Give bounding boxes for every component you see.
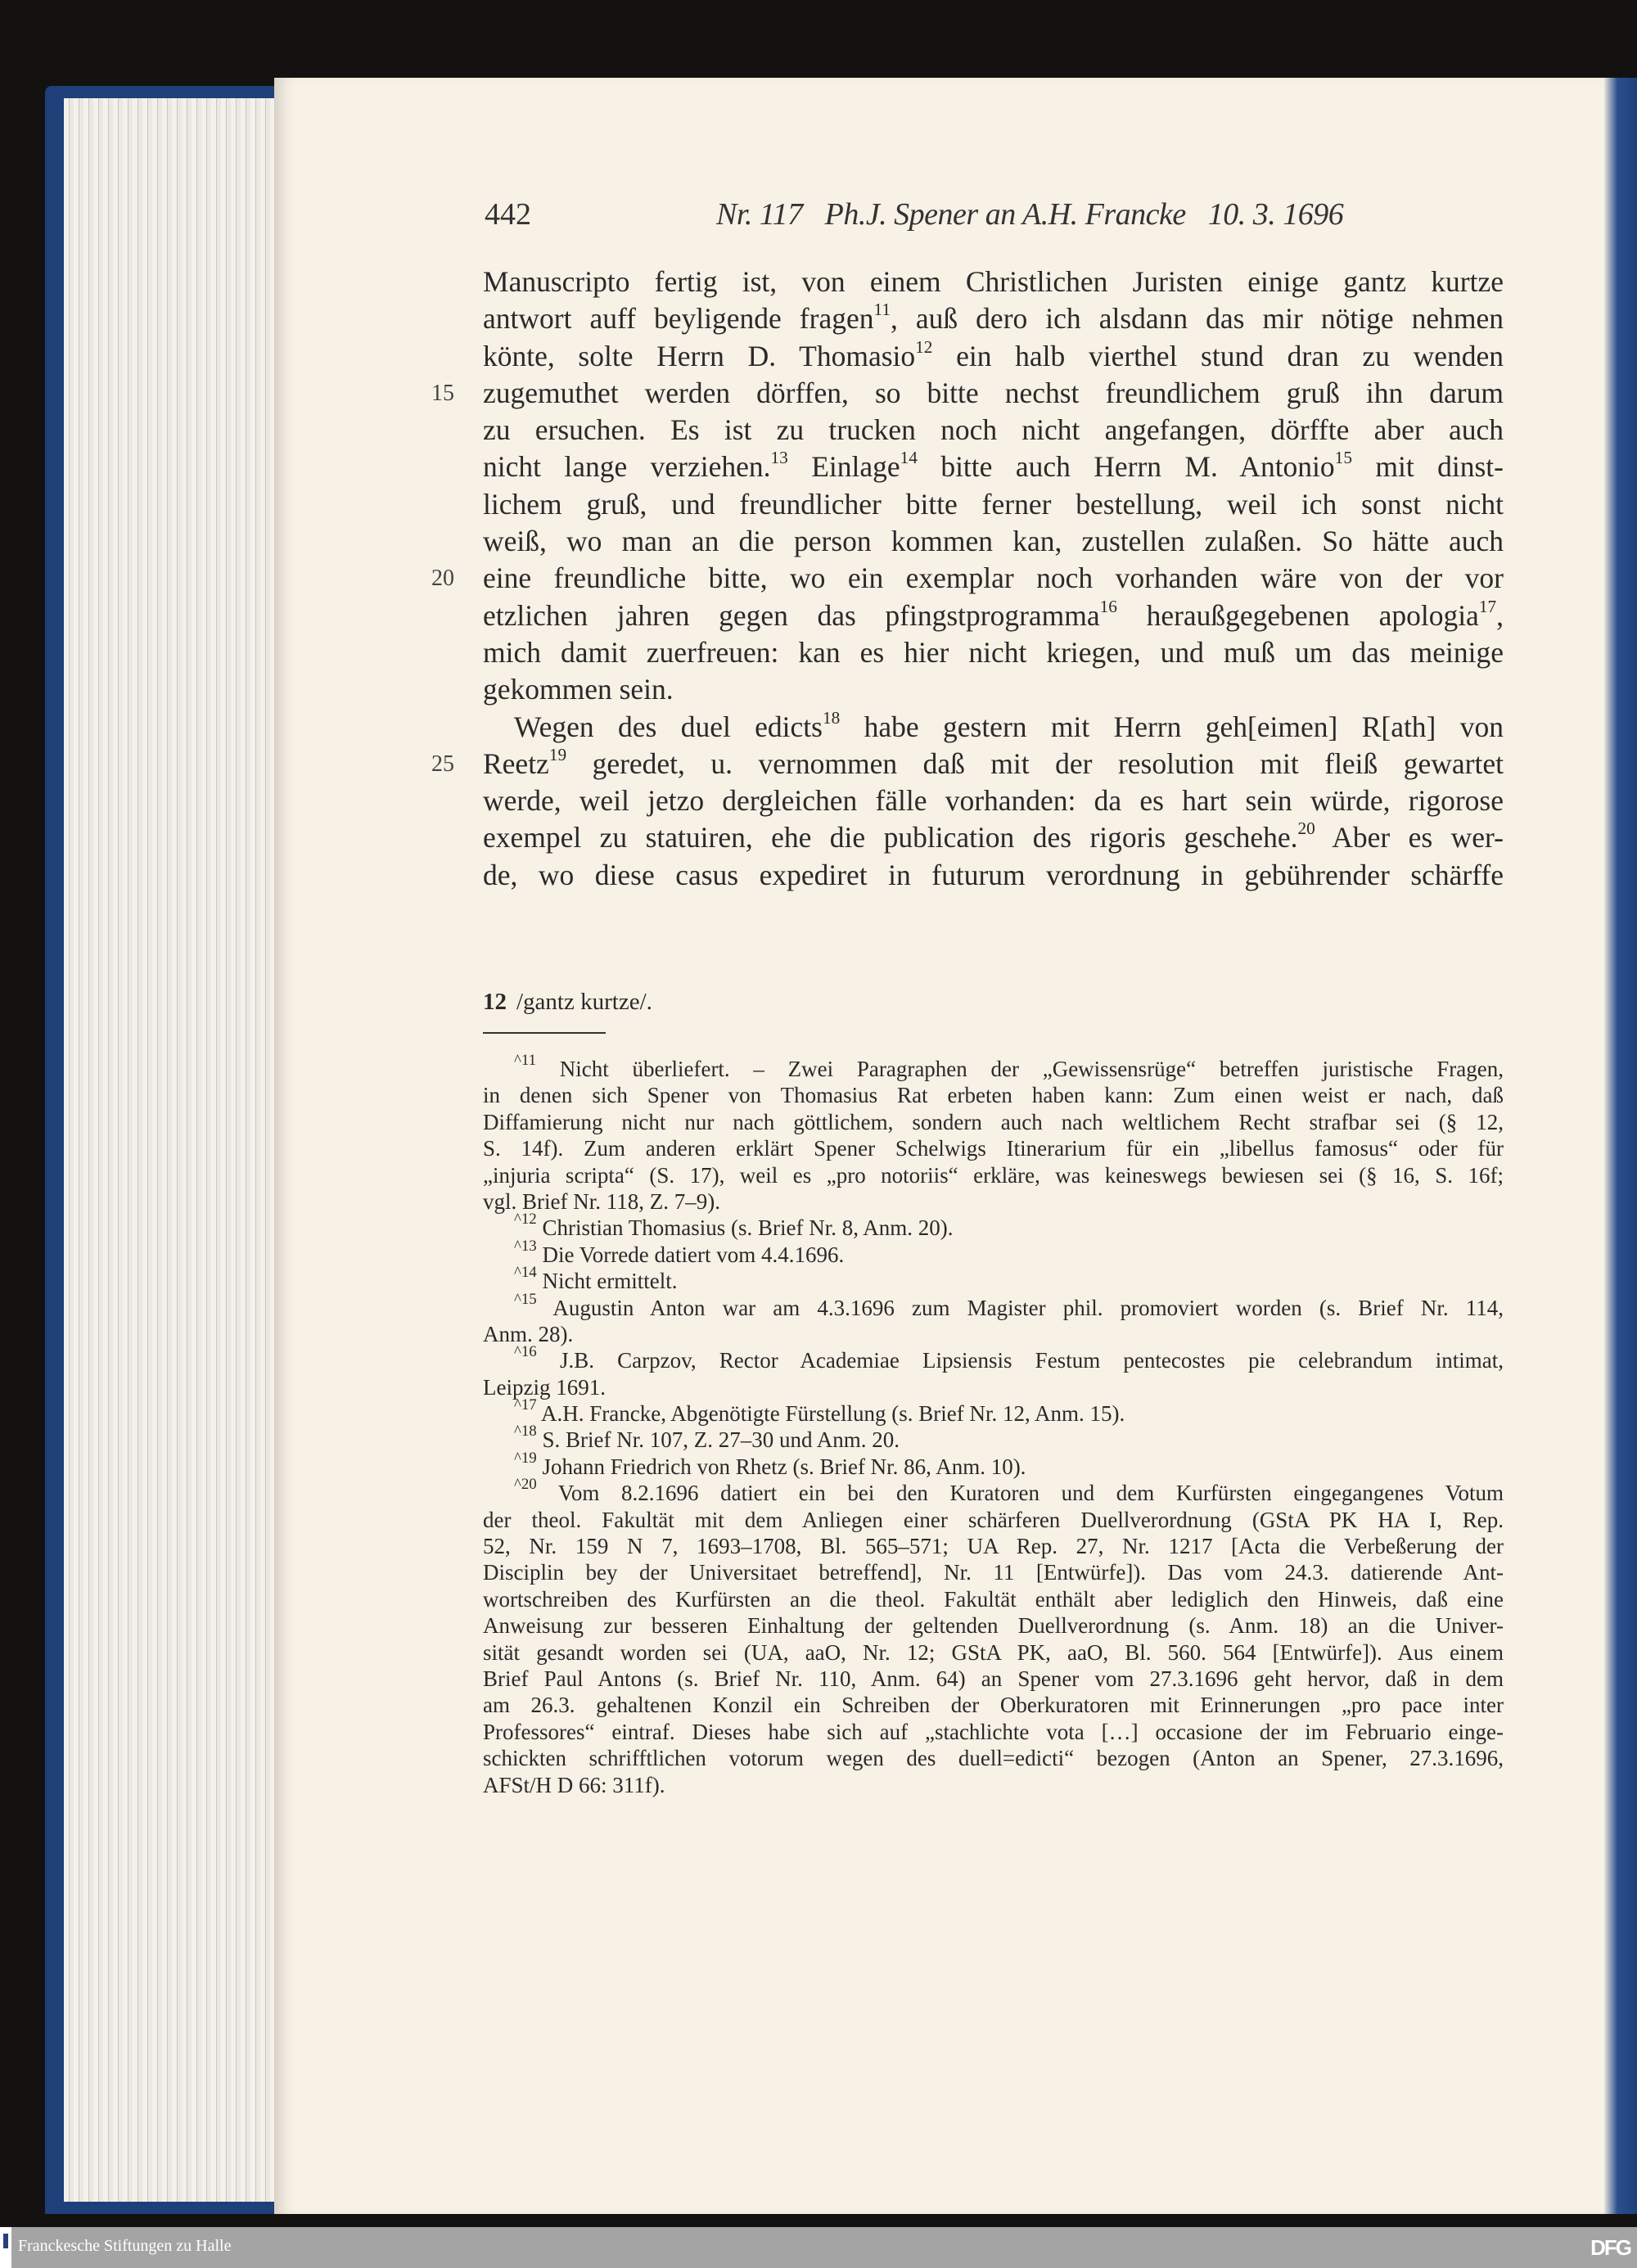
text-line-content: Manuscripto fertig ist, von einem Christlichen Juristen einige gantz kurtze	[483, 265, 1504, 298]
page-edges	[64, 98, 281, 2202]
footnote-ref[interactable]: 16	[1099, 596, 1117, 616]
text-line	[483, 338, 1504, 375]
text-line	[431, 560, 1504, 597]
footnote-ref[interactable]: ^11	[514, 1051, 537, 1069]
footnote-ref[interactable]: 14	[900, 448, 918, 468]
text-line-content: antwort auff beyligende fragen$^{11}$, auß dero ich alsdann das mir nötige nehmen	[483, 300, 1504, 336]
footnote-line: 52, Nr. 159 N 7, 1693–1708, Bl. 565–571; UA Rep. 27, Nr. 1217 [Acta die Verbeßerung der	[483, 1534, 1504, 1559]
footnote-line: der theol. Fakultät mit dem Anliegen einer schärferen Duellverordnung (GStA PK HA I, Rep.	[483, 1507, 1504, 1532]
apparatus-line-number: 12	[483, 989, 507, 1015]
footnote-line: $^{\^{}16}$ J.B. Carpzov, Rector Academiae Lipsiensis Festum pentecostes pie celebrandum intimat,	[514, 1343, 1504, 1373]
footnote-ref[interactable]: ^18	[514, 1423, 537, 1441]
text-line-content: werde, weil jetzo dergleichen fälle vorhanden: da es hart sein würde, rigorose	[483, 784, 1504, 818]
line-number: 15	[431, 380, 454, 406]
footnote-ref[interactable]: 15	[1334, 448, 1352, 468]
footnote-line: $^{\^{}20}$ Vom 8.2.1696 datiert ein bei den Kuratoren und dem Kurfürsten eingegangenes Votum	[514, 1476, 1504, 1506]
text-line	[483, 709, 1504, 746]
footnote-line: Professores“ eintraf. Dieses habe sich auf „stachlichte vota […] occasione der im Februario einge-	[483, 1719, 1504, 1744]
footnote-ref[interactable]: 17	[1478, 596, 1497, 616]
text-line	[483, 782, 1504, 819]
footnote-line: wortschreiben des Kurfürsten an die theol. Fakultät enthält aber lediglich den Hinweis, daß eine	[483, 1586, 1504, 1612]
footnote-line: $^{\^{}18}$ S. Brief Nr. 107, Z. 27–30 und Anm. 20.	[514, 1423, 900, 1453]
footnote-line: $^{\^{}17}$ A.H. Francke, Abgenötigte Fürstellung (s. Brief Nr. 12, Anm. 15).	[514, 1396, 1125, 1427]
page-number: 442	[485, 197, 531, 232]
text-line	[431, 744, 1504, 782]
footnote-line: sität gesandt worden sei (UA, aaO, Nr. 12; GStA PK, aaO, Bl. 560. 564 [Entwürfe]). Aus einem	[483, 1639, 1504, 1665]
footnote-line: $^{\^{}12}$ Christian Thomasius (s. Brief Nr. 8, Anm. 20).	[514, 1211, 954, 1241]
text-line-content: exempel zu statuiren, ehe die publication des rigoris geschehe.$^{20}$ Aber es wer-	[483, 818, 1504, 854]
footnote-line: $^{\^{}13}$ Die Vorrede datiert vom 4.4.1696.	[514, 1237, 845, 1267]
text-line-content: mich damit zuerfreuen: kan es hier nicht kriegen, und muß um das meinige	[483, 635, 1504, 669]
footnote-line: Diffamierung nicht nur nach göttlichem, sondern auch nach weltlichem Recht strafbar sei (§ 12,	[483, 1109, 1504, 1134]
footnote-line: S. 14f). Zum anderen erklärt Spener Schelwigs Itinerarium für ein „libellus famosus“ oder für	[483, 1136, 1504, 1161]
footnote-line: Anm. 28).	[483, 1321, 574, 1346]
footnote-ref[interactable]: ^12	[514, 1211, 537, 1229]
footnote-line: vgl. Brief Nr. 118, Z. 7–9).	[483, 1188, 720, 1214]
text-line-content: zugemuthet werden dörffen, so bitte nechst freundlichem gruß ihn darum	[483, 376, 1504, 409]
text-line	[483, 671, 1504, 708]
text-line-content: nicht lange verziehen.$^{13}$ Einlage$^{14}$ bitte auch Herrn M. Antonio$^{15}$ mit dinst-	[483, 448, 1504, 484]
letter-text	[431, 264, 1504, 894]
footnote-ref[interactable]: 13	[770, 448, 788, 468]
text-line-content: Reetz$^{19}$ geredet, u. vernommen daß mit der resolution mit fleiß gewartet	[483, 744, 1504, 780]
footnote-ref[interactable]: ^20	[514, 1476, 537, 1494]
apparatus-text: /gantz kurtze/.	[516, 989, 652, 1015]
text-line	[431, 375, 1504, 412]
footnote-line: $^{\^{}11}$ Nicht überliefert. – Zwei Paragraphen der „Gewissensrüge“ betreffen juristische Fragen,	[514, 1051, 1504, 1081]
footnote-line: Anweisung zur besseren Einhaltung der geltenden Duellverordnung (s. Anm. 18) an die Univer-	[483, 1613, 1504, 1639]
institution-name[interactable]: Franckesche Stiftungen zu Halle	[18, 2237, 232, 2255]
footnote-line: AFSt/H D 66: 311f).	[483, 1772, 665, 1797]
footnote-line: am 26.3. gehaltenen Konzil ein Schreiben der Oberkuratoren mit Erinnerungen „pro pace inter	[483, 1693, 1504, 1718]
footnote-ref[interactable]: 12	[915, 336, 933, 357]
footnote-ref[interactable]: ^17	[514, 1396, 537, 1414]
text-line	[483, 634, 1504, 671]
text-line-content: lichem gruß, und freundlicher bitte ferner bestellung, weil ich sonst nicht	[483, 487, 1504, 521]
footnote-line: Disciplin bey der Universitaet betreffend], Nr. 11 [Entwürfe]). Das vom 24.3. datierende Ant-	[483, 1560, 1504, 1585]
text-line-content: könte, solte Herrn D. Thomasio$^{12}$ ein halb vierthel stund dran zu wenden	[483, 336, 1504, 372]
footnote-ref[interactable]: 18	[822, 707, 841, 728]
text-line	[483, 819, 1504, 856]
footnote-ref[interactable]: ^14	[514, 1263, 537, 1281]
footer-bar	[0, 2227, 1637, 2268]
text-line	[483, 449, 1504, 485]
text-apparatus	[483, 989, 652, 1016]
footnote-ref[interactable]: ^19	[514, 1449, 537, 1467]
text-line	[483, 300, 1504, 337]
footnote-line: „injuria scripta“ (S. 17), weil es „pro notoriis“ erkläre, was keineswegs bewiesen sei (§ 16, S. 16f;	[483, 1162, 1504, 1188]
book-cover-right	[1604, 78, 1637, 2214]
text-line	[483, 597, 1504, 634]
text-line-content: gekommen sein.	[483, 673, 674, 706]
footnote-line: $^{\^{}19}$ Johann Friedrich von Rhetz (s. Brief Nr. 86, Anm. 10).	[514, 1449, 1026, 1479]
text-line	[483, 523, 1504, 560]
footnote-ref[interactable]: 19	[548, 744, 567, 764]
footnote-ref[interactable]: ^15	[514, 1290, 537, 1308]
footnote-line: $^{\^{}15}$ Augustin Anton war am 4.3.1696 zum Magister phil. promoviert worden (s. Brief Nr. 114,	[514, 1290, 1504, 1320]
line-number: 20	[431, 566, 454, 592]
running-head: Nr. 117 Ph.J. Spener an A.H. Francke 10. 3. 1696	[716, 197, 1344, 232]
text-line	[483, 412, 1504, 449]
footnote-rule	[483, 1032, 606, 1034]
footnotes	[483, 1051, 1504, 1798]
text-line	[483, 486, 1504, 523]
text-line-content: zu ersuchen. Es ist zu trucken noch nicht angefangen, dörffte aber auch	[483, 413, 1504, 447]
footnote-ref[interactable]: 20	[1297, 818, 1315, 839]
text-line	[483, 264, 1504, 300]
footnote-line: Leipzig 1691.	[483, 1374, 606, 1400]
text-line-content: eine freundliche bitte, wo ein exemplar noch vorhanden wäre von der vor	[483, 561, 1504, 595]
footnote-line: schickten schrifftlichen votorum wegen des duell=edicti“ bezogen (Anton an Spener, 27.3.1696,	[483, 1746, 1504, 1771]
text-line	[483, 857, 1504, 894]
footnote-ref[interactable]: ^16	[514, 1343, 537, 1361]
text-line-content: de, wo diese casus expediret in futurum verordnung in gebührender schärffe	[483, 858, 1504, 891]
footnote-line: in denen sich Spener von Thomasius Rat erbeten haben kann: Zum einen weist er nach, daß	[483, 1083, 1504, 1108]
institution-logo-icon	[0, 2227, 11, 2268]
dfg-logo[interactable]: DFG	[1590, 2235, 1630, 2260]
footnote-ref[interactable]: 11	[873, 300, 891, 320]
text-line-content: Wegen des duel edicts$^{18}$ habe gestern mit Herrn geh[eimen] R[ath] von	[514, 707, 1504, 743]
text-line-content: weiß, wo man an die person kommen kan, zustellen zulaßen. So hätte auch	[483, 525, 1504, 558]
text-line-content: etzlichen jahren gegen das pfingstprogramma$^{16}$ heraußgegebenen apologia$^{17}$,	[483, 596, 1504, 632]
footnote-line: $^{\^{}14}$ Nicht ermittelt.	[514, 1263, 678, 1294]
footnote-ref[interactable]: ^13	[514, 1237, 537, 1255]
line-number: 25	[431, 751, 454, 777]
footnote-line: Brief Paul Antons (s. Brief Nr. 110, Anm. 64) an Spener vom 27.3.1696 geht hervor, daß in dem	[483, 1666, 1504, 1691]
